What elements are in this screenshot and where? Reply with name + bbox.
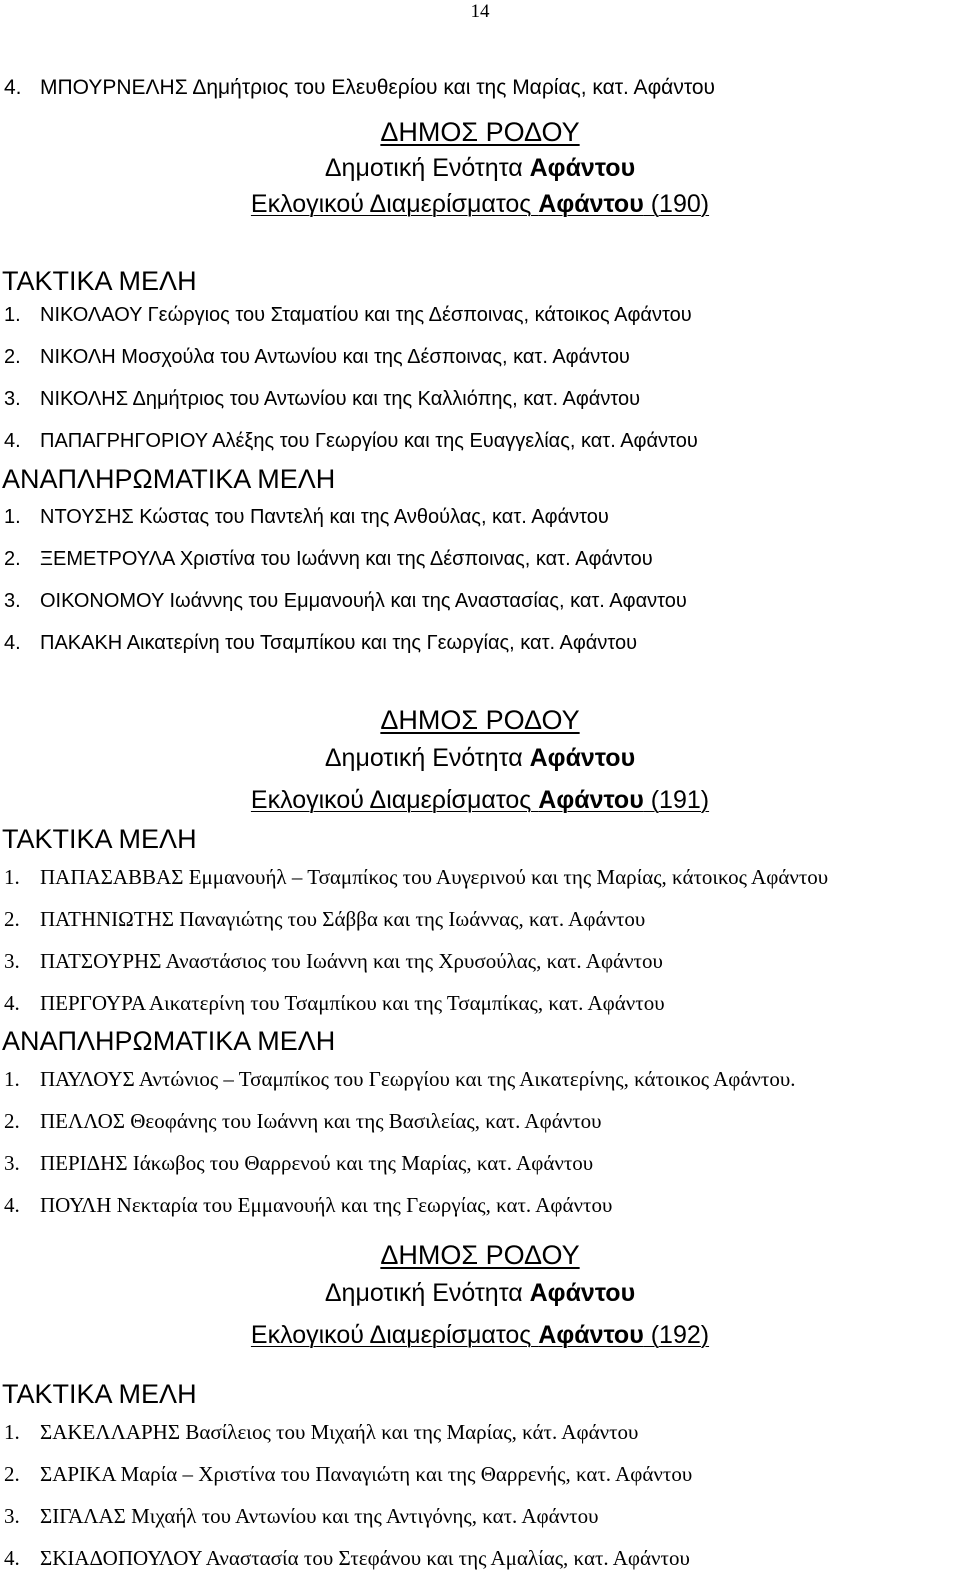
item-number: 4.: [4, 76, 22, 99]
list-item: 1. ΠΑΥΛΟΥΣ Αντώνιος – Τσαμπίκος του Γεωργίου και της Αικατερίνης, κάτοικος Αφάντου.: [4, 1067, 796, 1091]
district-section-191: [0, 702, 960, 1226]
list-item: 2. ΝΙΚΟΛΗ Μοσχούλα του Αντωνίου και της Δέσποινας, κατ. Αφάντου: [4, 346, 630, 368]
continued-list-item: [0, 74, 960, 102]
list-item: 4. ΠΑΚΑΚΗ Αικατερίνη του Τσαμπίκου και της Γεωργίας, κατ. Αφάντου: [4, 632, 638, 654]
district-section-190: [0, 114, 960, 664]
list-item: 3. ΟΙΚΟΝΟΜΟΥ Ιωάννης του Εμμανουήλ και της Αναστασίας, κατ. Αφαντου: [4, 590, 687, 612]
district-heading: [0, 114, 960, 222]
municipality-title: ΔΗΜΟΣ ΡΟΔΟΥ: [380, 1240, 580, 1270]
municipal-unit: Δημοτική Ενότητα Αφάντου: [324, 154, 636, 182]
substitute-members-title: ΑΝΑΠΛΗΡΩΜΑΤΙΚΑ ΜΕΛΗ: [2, 464, 336, 494]
list-item: 3. ΠΑΤΣΟΥΡΗΣ Αναστάσιος του Ιωάννη και της Χρυσούλας, κατ. Αφάντου: [4, 949, 663, 973]
list-item: 3. ΝΙΚΟΛΗΣ Δημήτριος του Αντωνίου και της Καλλιόπης, κατ. Αφάντου: [4, 388, 641, 410]
list-item: 2. ΠΑΤΗΝΙΩΤΗΣ Παναγιώτης του Σάββα και της Ιωάννας, κατ. Αφάντου: [4, 907, 646, 931]
list-item: 2. ΠΕΛΛΟΣ Θεοφάνης του Ιωάννη και της Βασιλείας, κατ. Αφάντου: [4, 1109, 602, 1133]
regular-members-list: [0, 294, 960, 462]
municipality-title: ΔΗΜΟΣ ΡΟΔΟΥ: [380, 117, 580, 147]
list-item: 2. ΣΑΡΙΚΑ Μαρία – Χριστίνα του Παναγιώτη και της Θαρρενής, κατ. Αφάντου: [4, 1462, 693, 1486]
municipal-unit: Δημοτική Ενότητα Αφάντου: [324, 1279, 636, 1307]
regular-members-title: ΤΑΚΤΙΚΑ ΜΕΛΗ: [2, 266, 197, 296]
list-item: 1. ΣΑΚΕΛΛΑΡΗΣ Βασίλειος του Μιχαήλ και της Μαρίας, κάτ. Αφάντου: [4, 1420, 639, 1444]
regular-members-list: [0, 856, 960, 1024]
list-item: 3. ΠΕΡΙΔΗΣ Ιάκωβος του Θαρρενού και της Μαρίας, κατ. Αφάντου: [4, 1151, 594, 1175]
district-heading: [0, 1237, 960, 1357]
substitute-members-list: [0, 1058, 960, 1226]
item-text: ΜΠΟΥΡΝΕΛΗΣ Δημήτριος του Ελευθερίου και της Μαρίας, κατ. Αφάντου: [40, 76, 715, 99]
list-item: 4. ΠΕΡΓΟΥΡΑ Αικατερίνη του Τσαμπίκου και της Τσαμπίκας, κατ. Αφάντου: [4, 991, 665, 1015]
district-heading: [0, 702, 960, 822]
substitute-members-list: [0, 496, 960, 664]
electoral-district: Εκλογικού Διαμερίσματος Αφάντου (191): [250, 786, 710, 814]
municipality-title: ΔΗΜΟΣ ΡΟΔΟΥ: [380, 705, 580, 735]
regular-members-title: ΤΑΚΤΙΚΑ ΜΕΛΗ: [2, 824, 197, 854]
list-item: 1. ΝΙΚΟΛΑΟΥ Γεώργιος του Σταματίου και της Δέσποινας, κάτοικος Αφάντου: [4, 304, 692, 326]
list-item: 3. ΣΙΓΑΛΑΣ Μιχαήλ του Αντωνίου και της Αντιγόνης, κατ. Αφάντου: [4, 1504, 599, 1528]
list-item: 4. ΠΑΠΑΓΡΗΓΟΡΙΟΥ Αλέξης του Γεωργίου και της Ευαγγελίας, κατ. Αφάντου: [4, 430, 698, 452]
list-item: 4. ΣΚΙΑΔΟΠΟΥΛΟΥ Αναστασία του Στεφάνου και της Αμαλίας, κατ. Αφάντου: [4, 1546, 690, 1570]
substitute-members-title: ΑΝΑΠΛΗΡΩΜΑΤΙΚΑ ΜΕΛΗ: [2, 1026, 336, 1056]
regular-members-list: [0, 1411, 960, 1579]
list-item: 1. ΠΑΠΑΣΑΒΒΑΣ Εμμανουήλ – Τσαμπίκος του Αυγερινού και της Μαρίας, κάτοικος Αφάντου: [4, 865, 829, 889]
electoral-district: Εκλογικού Διαμερίσματος Αφάντου (190): [250, 190, 710, 218]
list-item: 4. ΠΟΥΛΗ Νεκταρία του Εμμανουήλ και της Γεωργίας, κατ. Αφάντου: [4, 1193, 613, 1217]
list-item: 1. ΝΤΟΥΣΗΣ Κώστας του Παντελή και της Ανθούλας, κατ. Αφάντου: [4, 506, 609, 528]
regular-members-title: ΤΑΚΤΙΚΑ ΜΕΛΗ: [2, 1379, 197, 1409]
municipal-unit: Δημοτική Ενότητα Αφάντου: [324, 744, 636, 772]
electoral-district: Εκλογικού Διαμερίσματος Αφάντου (192): [250, 1321, 710, 1349]
page-number: 14: [470, 1, 490, 22]
list-item: 2. ΞΕΜΕΤΡΟΥΛΑ Χριστίνα του Ιωάννη και της Δέσποινας, κατ. Αφάντου: [4, 548, 653, 570]
district-section-192: [0, 1237, 960, 1579]
